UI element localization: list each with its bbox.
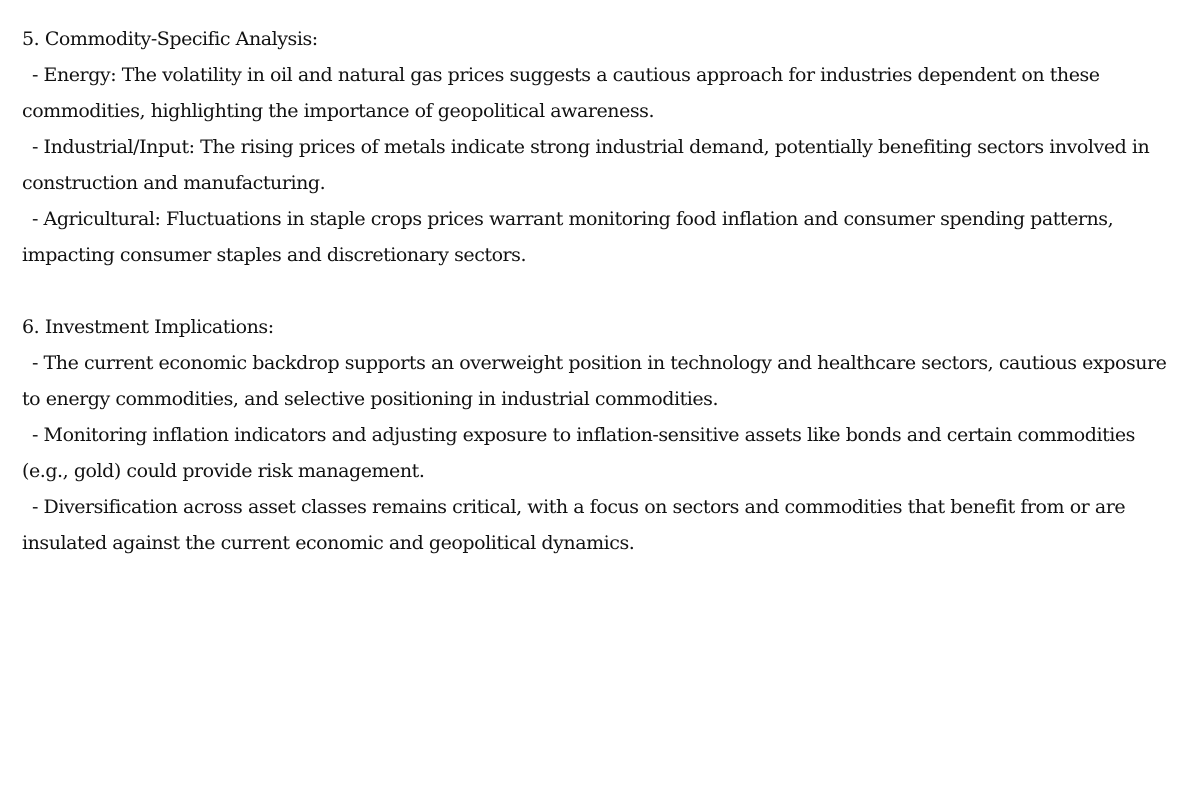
bullet-positioning bbox=[22, 345, 1182, 417]
section-commodity-analysis bbox=[22, 21, 1182, 273]
bullet-text: - Industrial/Input: The rising prices of metals indicate strong industrial demand, potentially benefiting sectors involved in construction and manufacturing. bbox=[22, 136, 1150, 194]
section-heading: 5. Commodity-Specific Analysis: bbox=[22, 28, 318, 50]
section-investment-implications bbox=[22, 309, 1182, 561]
bullet-diversification bbox=[22, 489, 1182, 561]
document-body bbox=[22, 21, 1182, 561]
section-heading: 6. Investment Implications: bbox=[22, 316, 274, 338]
bullet-agricultural bbox=[22, 201, 1182, 273]
bullet-industrial bbox=[22, 129, 1182, 201]
bullet-text: - The current economic backdrop supports an overweight position in technology and healthcare sectors, cautious exposure to energy commodities, and selective positioning in industrial commodities. bbox=[22, 352, 1167, 410]
bullet-text: - Energy: The volatility in oil and natural gas prices suggests a cautious approach for industries dependent on these commodities, highlighting the importance of geopolitical awareness. bbox=[22, 64, 1100, 122]
bullet-energy bbox=[22, 57, 1182, 129]
bullet-text: - Monitoring inflation indicators and adjusting exposure to inflation-sensitive assets like bonds and certain commodities (e.g., gold) could provide risk management. bbox=[22, 424, 1135, 482]
bullet-text: - Agricultural: Fluctuations in staple crops prices warrant monitoring food inflation and consumer spending patterns, impacting consumer staples and discretionary sectors. bbox=[22, 208, 1114, 266]
bullet-text: - Diversification across asset classes remains critical, with a focus on sectors and commodities that benefit from or are insulated against the current economic and geopolitical dynamics. bbox=[22, 496, 1126, 554]
bullet-inflation-monitoring bbox=[22, 417, 1182, 489]
